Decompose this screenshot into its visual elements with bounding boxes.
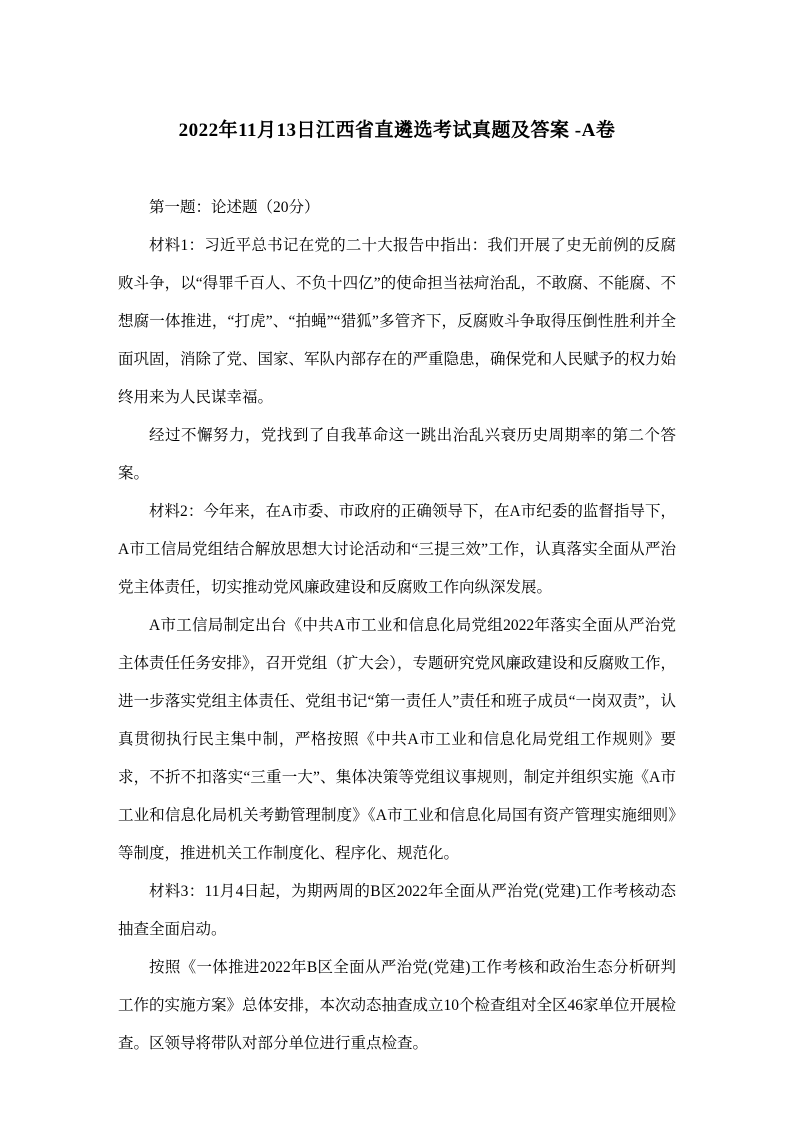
- paragraph-question-heading: 第一题：论述题（20分）: [149, 198, 320, 216]
- paragraph-material-3-continued: 按照《一体推进2022年B区全面从严治党(党建)工作考核和政治生态分析研判工作的实施方案》总体安排，本次动态抽查成立10个检查组对全区46家单位开展检查。区领导将带队对部分单位进行重点检查。: [118, 958, 677, 1052]
- paragraph-material-2: 材料2：今年来，在A市委、市政府的正确领导下，在A市纪委的监督指导下，A市工信局党组结合解放思想大讨论活动和“三提三效”工作，认真落实全面从严治党主体责任，切实推动党风廉政建设和反腐败工作向纵深发展。: [118, 502, 676, 596]
- paragraph-material-2-continued: A市工信局制定出台《中共A市工业和信息化局党组2022年落实全面从严治党主体责任任务安排》，召开党组（扩大会），专题研究党风廉政建设和反腐败工作，进一步落实党组主体责任、党组书记“第一责任人”责任和班子成员“一岗双责”，认真贯彻执行民主集中制，严格按照《中共A市工业和信息化局党组工作规则》要求，不折不扣落实“三重一大”、集体决策等党组议事规则，制定并组织实施《A市工业和信息化局机关考勤管理制度》《A市工业和信息化局国有资产管理实施细则》等制度，推进机关工作制度化、程序化、规范化。: [118, 616, 677, 862]
- paragraph-material-1-continued: 经过不懈努力，党找到了自我革命这一跳出治乱兴衰历史周期率的第二个答案。: [118, 426, 676, 482]
- paragraph-material-1: 材料1：习近平总书记在党的二十大报告中指出：我们开展了史无前例的反腐败斗争，以“得罪千百人、不负十四亿”的使命担当祛疴治乱，不敢腐、不能腐、不想腐一体推进，“打虎”、“拍蝇”“猎狐”多管齐下，反腐败斗争取得压倒性胜利并全面巩固，消除了党、国家、军队内部存在的严重隐患，确保党和人民赋予的权力始终用来为人民谋幸福。: [118, 236, 677, 406]
- document-title: 2022年11月13日江西省直遴选考试真题及答案 -A卷: [178, 120, 616, 141]
- paragraph-material-3: 材料3：11月4日起，为期两周的B区2022年全面从严治党(党建)工作考核动态抽查全面启动。: [118, 882, 676, 938]
